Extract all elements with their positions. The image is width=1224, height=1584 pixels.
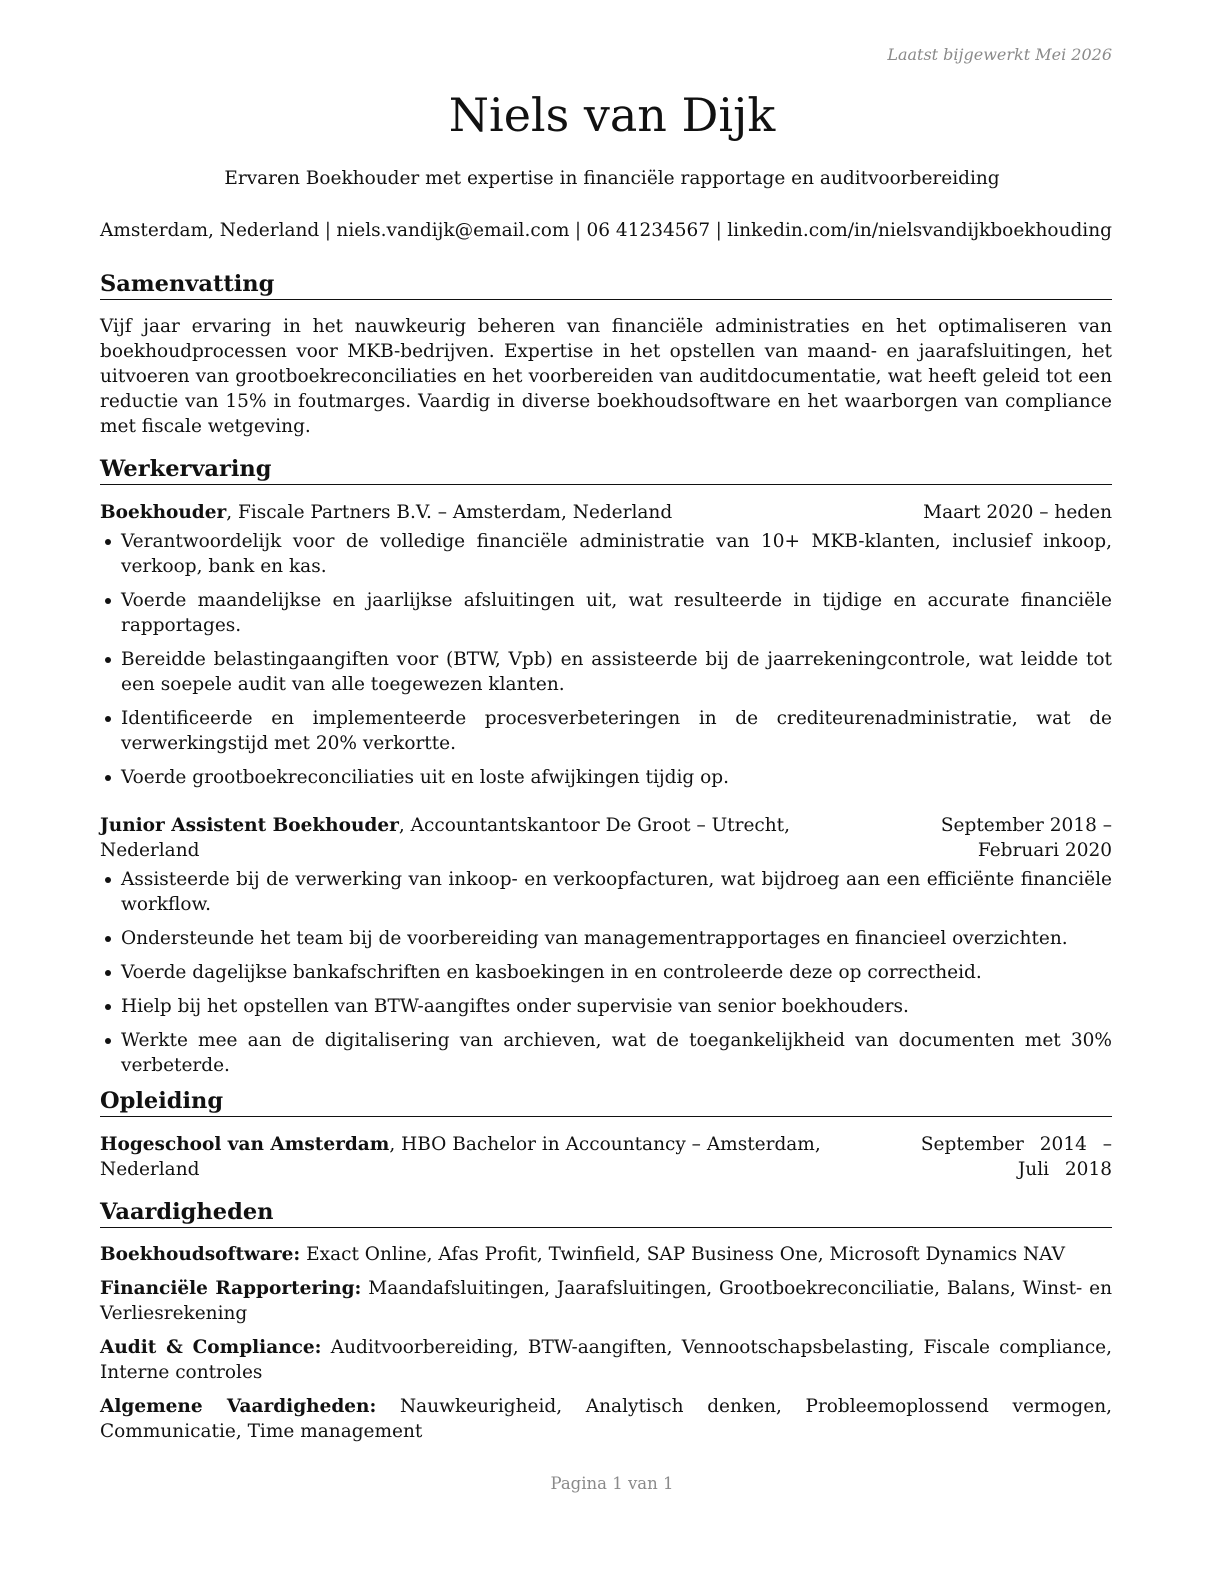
job-bullet: Voerde maandelijkse en jaarlijkse afsluitingen uit, wat resulteerde in tijdige en accurate financiële rapportages. xyxy=(100,588,1112,638)
summary-text: Vijf jaar ervaring in het nauwkeurig beheren van financiële administraties en het optimaliseren van boekhoudprocessen voor MKB-bedrijven. Expertise in het opstellen van maand- en jaarafsluitingen, het uitvoeren van grootboekreconciliaties en het voorbereiden van auditdocumentatie, wat heeft geleid tot een reductie van 15% in foutmarges. Vaardig in diverse boekhoudsoftware en het waarborgen van compliance met fiscale wetgeving. xyxy=(100,316,1112,437)
job-role: Junior Assistent Boekhouder xyxy=(100,815,399,836)
job-bullet: Voerde grootboekreconciliaties uit en loste afwijkingen tijdig op. xyxy=(100,765,1112,790)
page-number: Pagina 1 van 1 xyxy=(550,1474,674,1493)
skills-section xyxy=(100,1198,1112,1444)
job-role: Boekhouder xyxy=(100,502,227,523)
job-dates: September 2018 – Februari 2020 xyxy=(940,815,1112,861)
job-header xyxy=(100,813,1112,863)
summary-section xyxy=(100,270,1112,439)
skill-label: Boekhoudsoftware: xyxy=(100,1244,301,1265)
job-bullet: Hielp bij het opstellen van BTW-aangiftes onder supervisie van senior boekhouders. xyxy=(100,994,1112,1019)
job-header xyxy=(100,500,1112,525)
job-title-line xyxy=(100,500,923,525)
contact-separator: | xyxy=(574,220,582,241)
education-dates: September 2014 – Juli 2018 xyxy=(920,1134,1112,1180)
contact-email[interactable]: niels.vandijk@email.com xyxy=(336,220,570,241)
skill-line xyxy=(100,1335,1112,1385)
section-title-education: Opleiding xyxy=(100,1087,1112,1117)
job-bullet: Bereidde belastingaangiften voor (BTW, Vpb) en assisteerde bij de jaarrekeningcontrole, wat leidde tot een soepele audit van alle toegewezen klanten. xyxy=(100,647,1112,697)
contact-separator: | xyxy=(324,220,331,241)
skill-label: Audit & Compliance: xyxy=(100,1337,322,1358)
section-title-skills: Vaardigheden xyxy=(100,1198,1112,1228)
job-bullet: Werkte mee aan de digitalisering van archieven, wat de toegankelijkheid van documenten met 30% verbeterde. xyxy=(100,1028,1112,1078)
skill-value: Maandafsluitingen, Jaarafsluitingen, Grootboekreconciliatie, Balans, Winst- en Verliesrekening xyxy=(100,1278,1112,1324)
education-section xyxy=(100,1087,1112,1182)
skill-line xyxy=(100,1394,1112,1444)
job-company: , Fiscale Partners B.V. – Amsterdam, Nederland xyxy=(226,502,673,523)
job-dates: Maart 2020 – heden xyxy=(923,502,1112,523)
contact-linkedin[interactable]: linkedin.com/in/nielsvandijkboekhouding xyxy=(727,220,1112,241)
last-updated-note: Laatst bijgewerkt Mei 2026 xyxy=(887,45,1112,64)
job-bullet: Voerde dagelijkse bankafschriften en kasboekingen in en controleerde deze op correctheid. xyxy=(100,960,1112,985)
skill-line xyxy=(100,1276,1112,1326)
skill-value: Auditvoorbereiding, BTW-aangiften, Vennootschapsbelasting, Fiscale compliance, Interne controles xyxy=(100,1337,1113,1383)
job-bullets xyxy=(100,867,1112,1078)
resume-content xyxy=(100,270,1112,1453)
job-entry xyxy=(100,813,1112,1078)
job-bullet: Ondersteunde het team bij de voorbereiding van managementrapportages en financieel overzichten. xyxy=(100,926,1112,951)
skill-label: Algemene Vaardigheden: xyxy=(100,1396,377,1417)
skill-line xyxy=(100,1242,1112,1267)
contact-phone: 06 41234567 xyxy=(586,220,711,241)
job-bullet: Verantwoordelijk voor de volledige financiële administratie van 10+ MKB-klanten, inclusief inkoop, verkoop, bank en kas. xyxy=(100,529,1112,579)
job-bullet: Assisteerde bij de verwerking van inkoop- en verkoopfacturen, wat bijdroeg aan een efficiënte financiële workflow. xyxy=(100,867,1112,917)
education-school: Hogeschool van Amsterdam xyxy=(100,1134,390,1155)
skill-label: Financiële Rapportering: xyxy=(100,1278,362,1299)
education-line xyxy=(100,1132,884,1182)
candidate-name: Niels van Dijk xyxy=(448,88,776,142)
contact-line xyxy=(100,220,1112,241)
contact-location: Amsterdam, Nederland xyxy=(100,220,320,241)
experience-section xyxy=(100,455,1112,1078)
tagline: Ervaren Boekhouder met expertise in financiële rapportage en auditvoorbereiding xyxy=(224,168,1000,189)
job-company: , Accountantskantoor De Groot – Utrecht, Nederland xyxy=(100,815,790,861)
section-title-summary: Samenvatting xyxy=(100,270,1112,300)
skill-value: Nauwkeurigheid, Analytisch denken, Probleemoplossend vermogen, Communicatie, Time management xyxy=(100,1396,1113,1442)
contact-separator: | xyxy=(715,220,722,241)
education-header xyxy=(100,1132,1112,1182)
job-title-line xyxy=(100,813,877,863)
education-detail: , HBO Bachelor in Accountancy – Amsterdam, Nederland xyxy=(100,1134,821,1180)
skill-value: Exact Online, Afas Profit, Twinfield, SAP Business One, Microsoft Dynamics NAV xyxy=(300,1244,1065,1265)
section-title-experience: Werkervaring xyxy=(100,455,1112,485)
job-bullets xyxy=(100,529,1112,790)
job-entry xyxy=(100,500,1112,790)
job-bullet: Identificeerde en implementeerde procesverbeteringen in de crediteurenadministratie, wat de verwerkingstijd met 20% verkortte. xyxy=(100,706,1112,756)
